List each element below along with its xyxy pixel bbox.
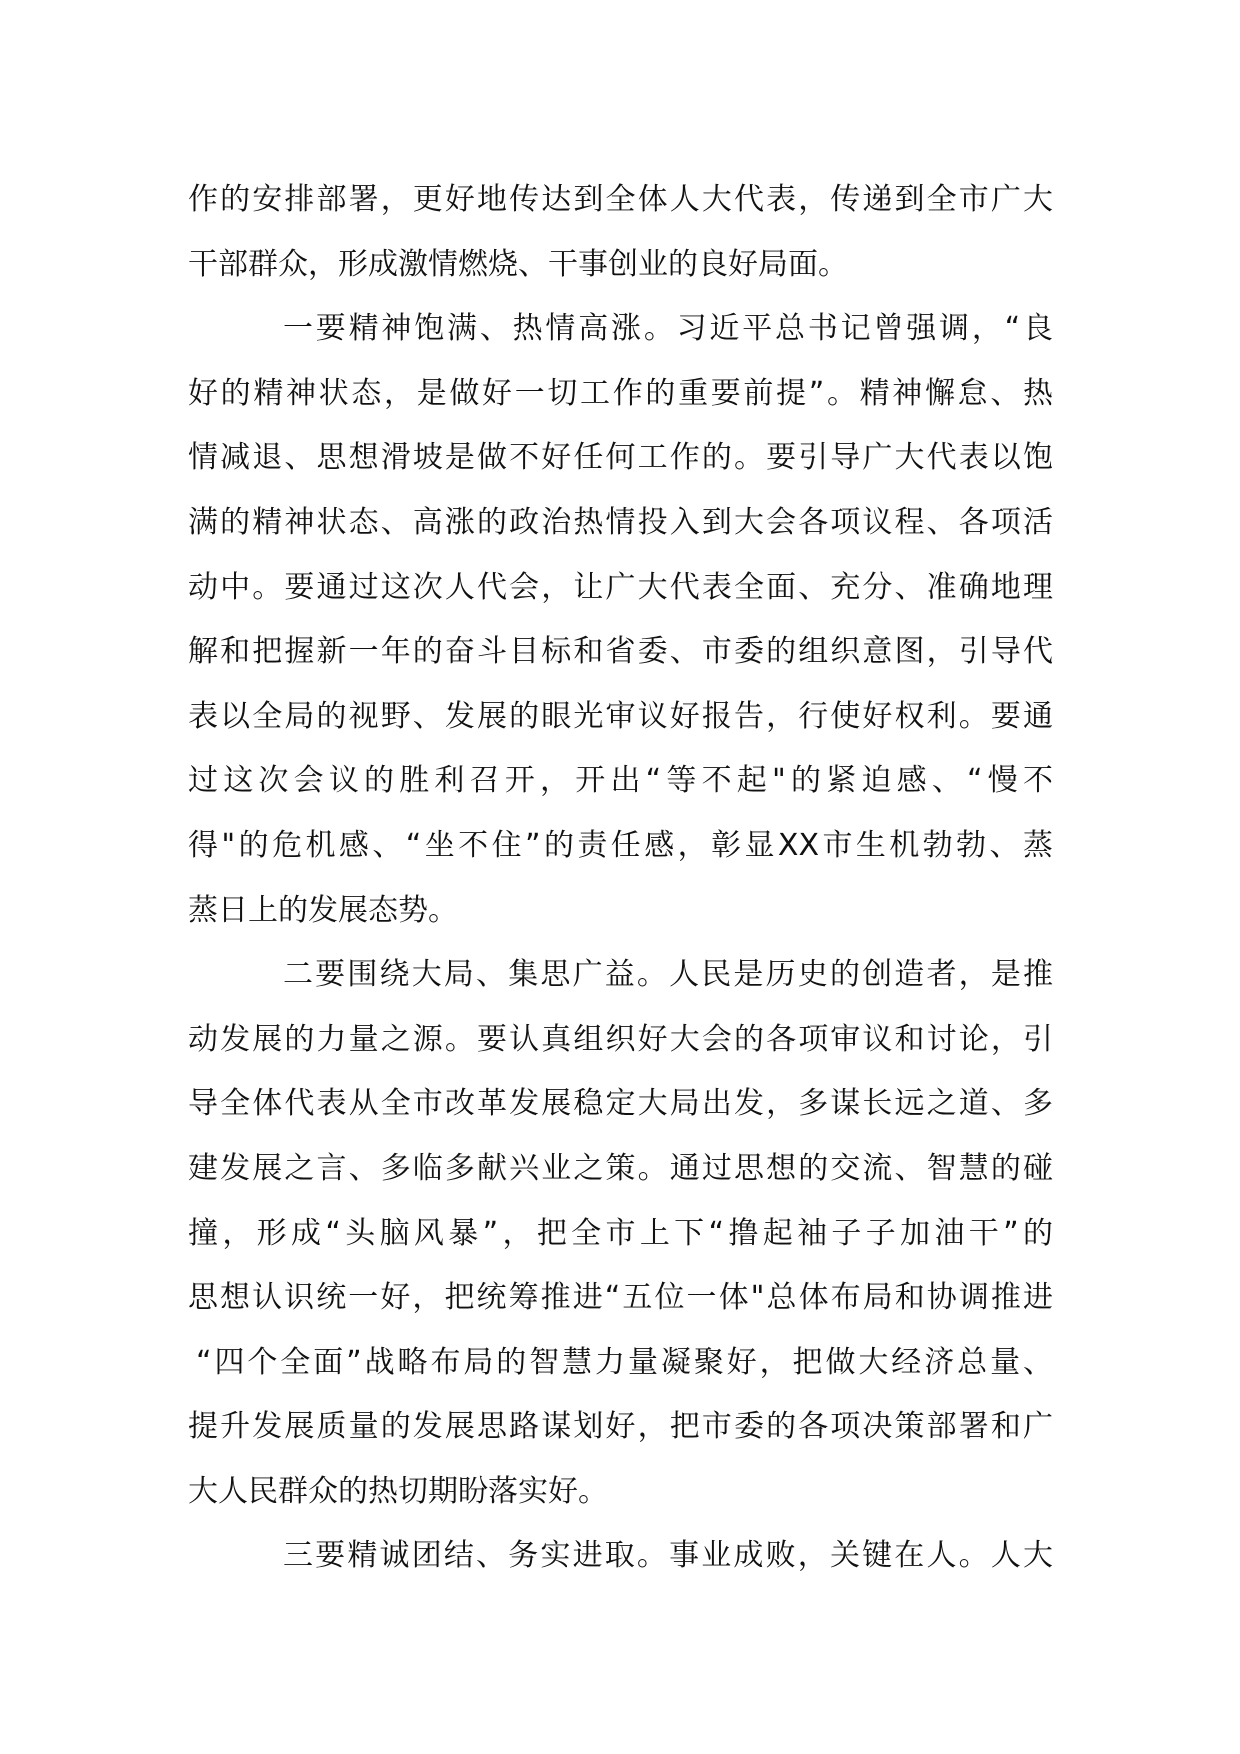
text-line: 得"的危机感、“坐不住”的责任感，彰显XX市生机勃勃、蒸 [188,827,1053,863]
text-line: 建发展之言、多临多献兴业之策。通过思想的交流、智慧的碰 [188,1150,1053,1186]
text-line: 满的精神状态、高涨的政治热情投入到大会各项议程、各项活 [188,504,1053,540]
text-line: 导全体代表从全市改革发展稳定大局出发，多谋长远之道、多 [188,1086,1053,1122]
document-body [188,168,1053,1589]
text-line: 动中。要通过这次人代会，让广大代表全面、充分、准确地理 [188,569,1053,605]
paragraph-first-line: 二要围绕大局、集思广益。人民是历史的创造者，是推 [283,957,1053,993]
text-line: 解和把握新一年的奋斗目标和省委、市委的组织意图，引导代 [188,634,1053,670]
text-line: 动发展的力量之源。要认真组织好大会的各项审议和讨论，引 [188,1021,1053,1057]
paragraph-first-line: 一要精神饱满、热情高涨。习近平总书记曾强调，“良 [283,311,1053,347]
text-line: 思想认识统一好，把统筹推进“五位一体"总体布局和协调推进 [188,1280,1053,1316]
text-line: “四个全面”战略布局的智慧力量凝聚好，把做大经济总量、 [196,1344,1053,1380]
text-line: 蒸日上的发展态势。 [188,892,458,928]
text-line: 大人民群众的热切期盼落实好。 [188,1473,608,1509]
text-line: 情减退、思想滑坡是做不好任何工作的。要引导广大代表以饱 [188,440,1053,476]
text-line: 作的安排部署，更好地传达到全体人大代表，传递到全市广大 [188,182,1053,217]
text-line: 撞，形成“头脑风暴”，把全市上下“撸起袖子子加油干”的 [188,1215,1053,1251]
text-line: 过这次会议的胜利召开，开出“等不起"的紧迫感、“慢不 [188,763,1053,799]
text-line: 提升发展质量的发展思路谋划好，把市委的各项决策部署和广 [188,1409,1053,1445]
text-line: 干部群众，形成激情燃烧、干事创业的良好局面。 [188,246,848,282]
text-line: 表以全局的视野、发展的眼光审议好报告，行使好权利。要通 [188,698,1053,734]
paragraph-first-line: 三要精诚团结、务实进取。事业成败，关键在人。人大 [283,1538,1053,1574]
text-line: 好的精神状态，是做好一切工作的重要前提”。精神懈怠、热 [188,375,1053,411]
